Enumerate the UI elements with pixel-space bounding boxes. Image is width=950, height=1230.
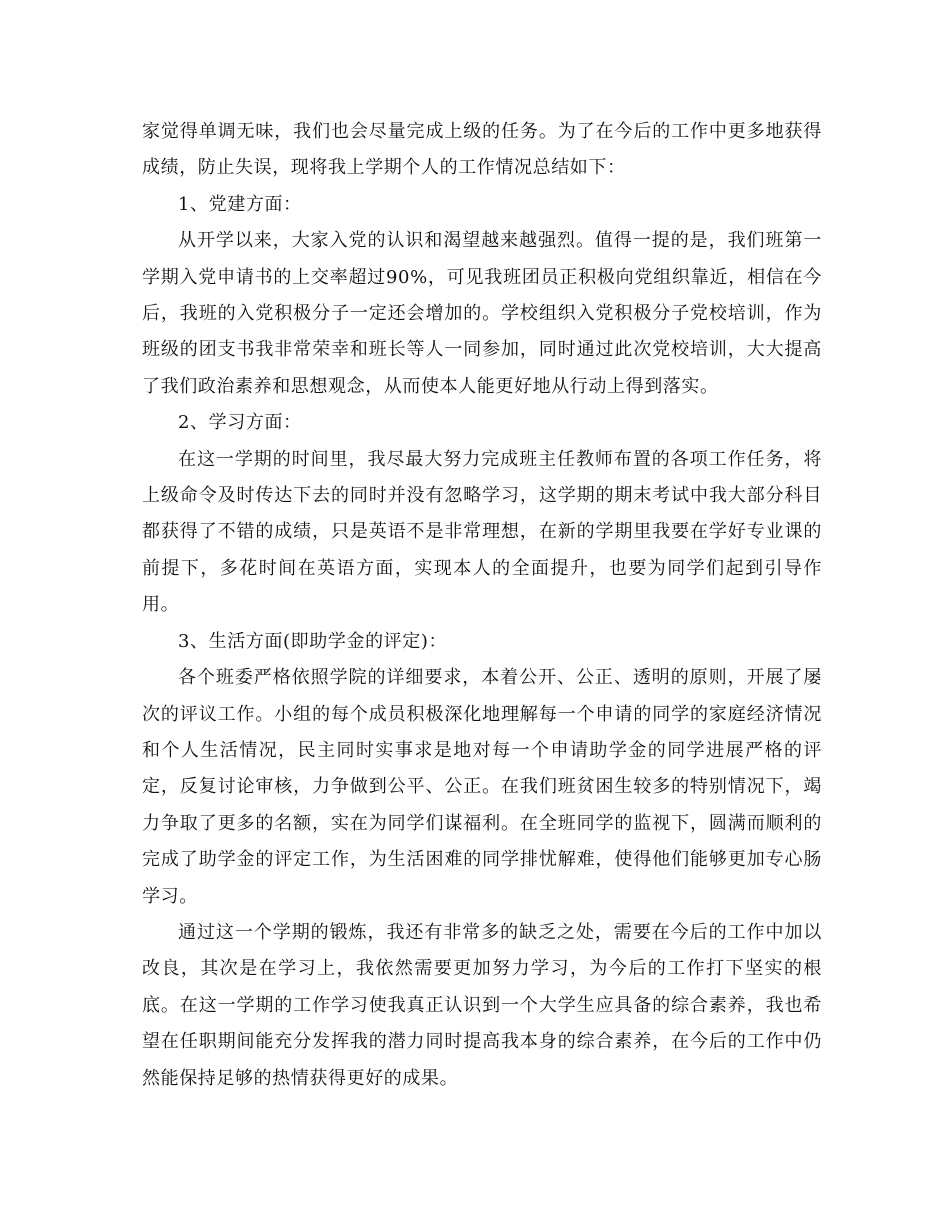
section-heading-party-building: 1、党建方面： [178,193,302,215]
document-body [142,114,822,1097]
paragraph-study: 在这一学期的时间里，我尽最大努力完成班主任教师布置的各项工作任务，将上级命令及时传达下去的同时并没有忽略学习，这学期的期末考试中我大部分科目都获得了不错的成绩，只是英语不是非常理想，在新的学期里我要在学好专业课的前提下，多花时间在英语方面，实现本人的全面提升，也要为同学们起到引导作用。 [142,448,822,616]
section-heading-life: 3、生活方面(即助学金的评定)： [178,630,448,652]
paragraph-party-building: 从开学以来，大家入党的认识和渴望越来越强烈。值得一提的是，我们班第一学期入党申请书的上交率超过90%，可见我班团员正积极向党组织靠近，相信在今后，我班的入党积极分子一定还会增加的。学校组织入党积极分子党校培训，作为班级的团支书我非常荣幸和班长等人一同参加，同时通过此次党校培训，大大提高了我们政治素养和思想观念，从而使本人能更好地从行动上得到落实。 [142,230,822,397]
section-heading-study: 2、学习方面： [178,412,302,434]
paragraph-life: 各个班委严格依照学院的详细要求，本着公开、公正、透明的原则，开展了屡次的评议工作。小组的每个成员积极深化地理解每一个申请的同学的家庭经济情况和个人生活情况，民主同时实事求是地对每一个申请助学金的同学进展严格的评定，反复讨论审核，力争做到公平、公正。在我们班贫困生较多的特别情况下，竭力争取了更多的名额，实在为同学们谋福利。在全班同学的监视下，圆满而顺利的完成了助学金的评定工作，为生活困难的同学排忧解难，使得他们能够更加专心肠学习。 [142,667,822,907]
paragraph-conclusion: 通过这一个学期的锻炼，我还有非常多的缺乏之处，需要在今后的工作中加以改良，其次是在学习上，我依然需要更加努力学习，为今后的工作打下坚实的根底。在这一学期的工作学习使我真正认识到一个大学生应具备的综合素养，我也希望在任职期间能充分发挥我的潜力同时提高我本身的综合素养，在今后的工作中仍然能保持足够的热情获得更好的成果。 [142,921,822,1089]
paragraph-intro-continuation: 家觉得单调无味，我们也会尽量完成上级的任务。为了在今后的工作中更多地获得成绩，防止失误，现将我上学期个人的工作情况总结如下： [142,121,822,179]
